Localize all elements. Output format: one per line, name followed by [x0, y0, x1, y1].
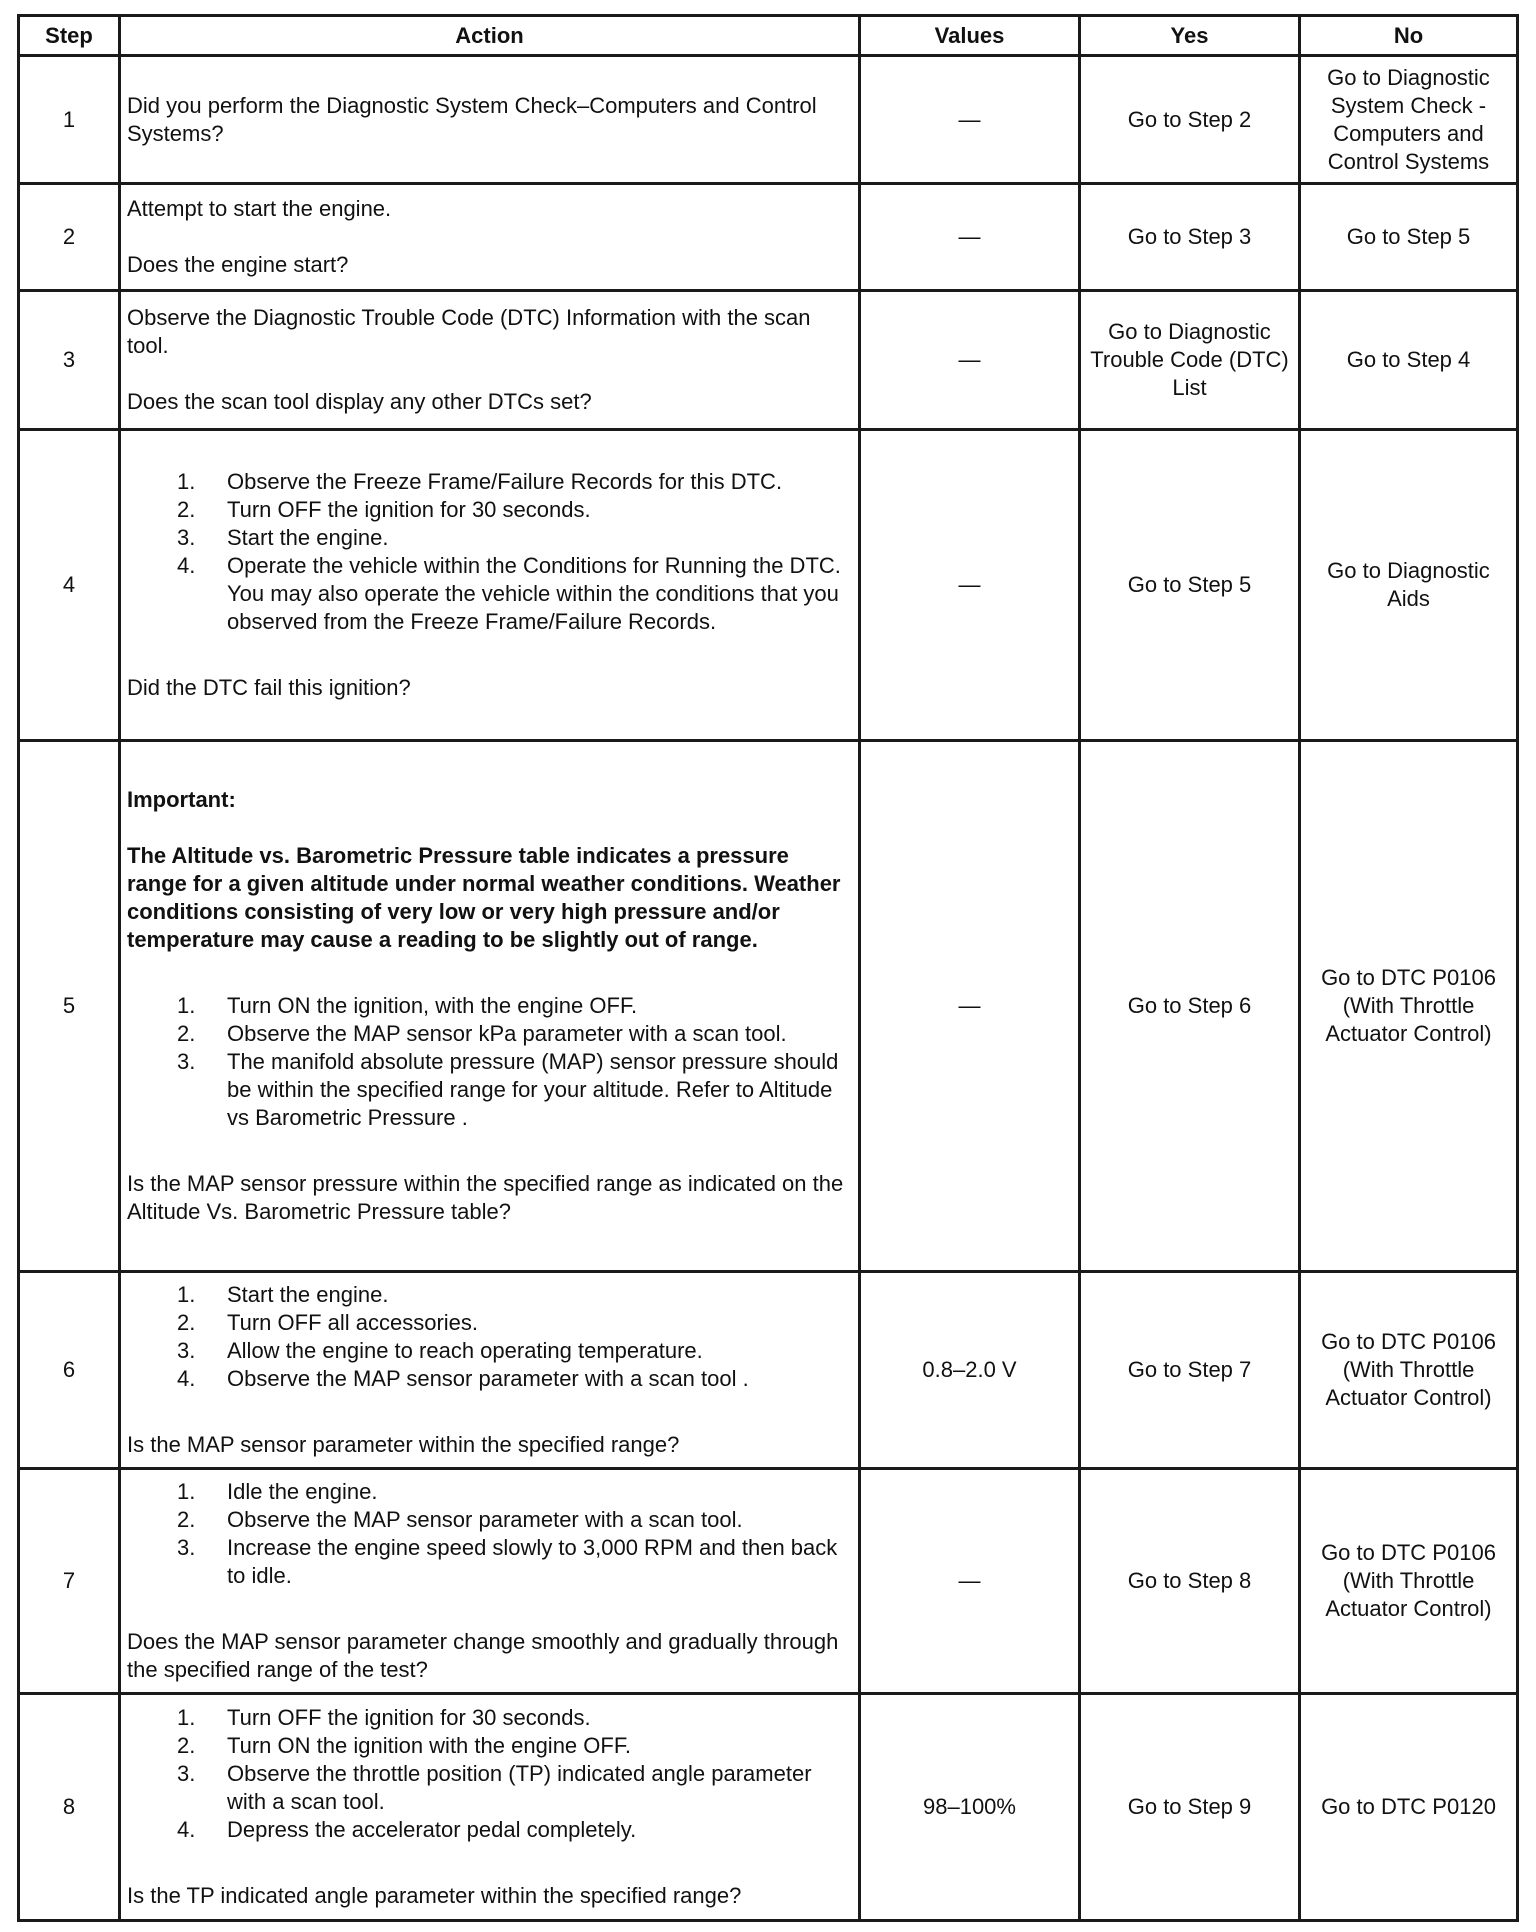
action-question: Is the MAP sensor pressure within the specified range as indicated on the Altitude Vs. Barometric Pressure table?: [127, 1171, 844, 1224]
list-item-text: Observe the MAP sensor parameter with a scan tool .: [227, 1366, 749, 1391]
no-cell: Go to DTC P0106 (With Throttle Actuator Control): [1300, 1469, 1518, 1694]
table-row-step-4: [19, 430, 1518, 741]
no-cell: Go to DTC P0106 (With Throttle Actuator Control): [1300, 1272, 1518, 1469]
header-step: Step: [19, 16, 120, 56]
table-row-step-3: [19, 291, 1518, 430]
table-row-step-2: [19, 184, 1518, 291]
list-item-text: Increase the engine speed slowly to 3,000 RPM and then back to idle.: [227, 1535, 838, 1588]
list-item-text: The manifold absolute pressure (MAP) sensor pressure should be within the specified range for your altitude. Refer to Altitude vs Barometric Pressure .: [227, 1049, 839, 1130]
step-number: 4: [19, 430, 120, 741]
action-cell: [120, 291, 860, 430]
action-intro: Attempt to start the engine.: [127, 196, 392, 221]
yes-cell: Go to Diagnostic Trouble Code (DTC) List: [1080, 291, 1300, 430]
table-row-step-5: [19, 741, 1518, 1272]
action-question: Did the DTC fail this ignition?: [127, 675, 411, 700]
list-item: [127, 1760, 852, 1816]
header-row: [19, 16, 1518, 56]
values-cell: —: [860, 56, 1080, 184]
action-intro: Observe the Diagnostic Trouble Code (DTC) Information with the scan tool.: [127, 305, 811, 358]
action-steps-list: [127, 1478, 852, 1590]
list-item: [127, 1281, 852, 1309]
list-item: [127, 552, 852, 636]
table-row-step-6: [19, 1272, 1518, 1469]
values-cell: 0.8–2.0 V: [860, 1272, 1080, 1469]
diagnostic-table: [17, 14, 1519, 1922]
list-item: [127, 1704, 852, 1732]
list-item-text: Idle the engine.: [227, 1479, 378, 1504]
list-item-number: 3.: [177, 525, 196, 550]
list-item: [127, 992, 852, 1020]
list-item: [127, 1309, 852, 1337]
step-number: 1: [19, 56, 120, 184]
action-cell: [120, 1469, 860, 1694]
yes-cell: Go to Step 3: [1080, 184, 1300, 291]
table-row-step-8: [19, 1694, 1518, 1921]
list-item-text: Allow the engine to reach operating temperature.: [227, 1338, 703, 1363]
list-item-number: 2.: [177, 1733, 196, 1758]
action-steps-list: [127, 1704, 852, 1844]
yes-cell: Go to Step 2: [1080, 56, 1300, 184]
action-cell: [120, 430, 860, 741]
list-item-text: Turn OFF the ignition for 30 seconds.: [227, 497, 591, 522]
action-steps-list: [127, 468, 852, 636]
step-number: 7: [19, 1469, 120, 1694]
list-item-number: 1.: [177, 993, 196, 1018]
step-number: 8: [19, 1694, 120, 1921]
yes-cell: Go to Step 5: [1080, 430, 1300, 741]
list-item-number: 3.: [177, 1338, 196, 1363]
list-item-number: 3.: [177, 1761, 196, 1786]
list-item-number: 1.: [177, 1705, 196, 1730]
list-item: [127, 1337, 852, 1365]
step-number: 2: [19, 184, 120, 291]
header-no: No: [1300, 16, 1518, 56]
list-item-text: Observe the MAP sensor kPa parameter with a scan tool.: [227, 1021, 787, 1046]
values-cell: —: [860, 741, 1080, 1272]
action-cell: [120, 741, 860, 1272]
no-cell: Go to Diagnostic Aids: [1300, 430, 1518, 741]
step-number: 3: [19, 291, 120, 430]
list-item-number: 2.: [177, 497, 196, 522]
list-item: [127, 1048, 852, 1132]
list-item-text: Observe the throttle position (TP) indicated angle parameter with a scan tool.: [227, 1761, 812, 1814]
list-item: [127, 1506, 852, 1534]
header-yes: Yes: [1080, 16, 1300, 56]
list-item: [127, 1816, 852, 1844]
list-item-number: 3.: [177, 1049, 196, 1074]
list-item: [127, 1478, 852, 1506]
important-label: Important:: [127, 787, 236, 812]
diagnostic-table-container: [17, 14, 1519, 1922]
list-item-number: 2.: [177, 1310, 196, 1335]
list-item-number: 2.: [177, 1507, 196, 1532]
list-item: [127, 524, 852, 552]
yes-cell: Go to Step 9: [1080, 1694, 1300, 1921]
action-cell: [120, 1272, 860, 1469]
list-item-text: Turn ON the ignition, with the engine OFF.: [227, 993, 638, 1018]
action-cell: [120, 1694, 860, 1921]
no-cell: Go to Step 4: [1300, 291, 1518, 430]
action-cell: [120, 184, 860, 291]
list-item: [127, 496, 852, 524]
table-row-step-7: [19, 1469, 1518, 1694]
values-cell: —: [860, 184, 1080, 291]
action-question: Does the MAP sensor parameter change smoothly and gradually through the specified range of the test?: [127, 1629, 839, 1682]
yes-cell: Go to Step 7: [1080, 1272, 1300, 1469]
action-question: Did you perform the Diagnostic System Check–Computers and Control Systems?: [127, 92, 817, 146]
list-item: [127, 468, 852, 496]
list-item-text: Turn ON the ignition with the engine OFF.: [227, 1733, 631, 1758]
action-question: Is the TP indicated angle parameter within the specified range?: [127, 1883, 742, 1908]
values-cell: —: [860, 430, 1080, 741]
important-note: The Altitude vs. Barometric Pressure table indicates a pressure range for a given altitude under normal weather conditions. Weather conditions consisting of very low or very high pressure and/or temperature may cause a reading to be slightly out of range.: [127, 843, 841, 952]
action-question: Does the engine start?: [127, 252, 349, 277]
list-item-number: 4.: [177, 553, 196, 578]
step-number: 6: [19, 1272, 120, 1469]
list-item: [127, 1534, 852, 1590]
list-item-text: Depress the accelerator pedal completely.: [227, 1817, 637, 1842]
list-item-text: Turn OFF the ignition for 30 seconds.: [227, 1705, 591, 1730]
list-item-number: 1.: [177, 469, 196, 494]
list-item: [127, 1020, 852, 1048]
action-question: Is the MAP sensor parameter within the specified range?: [127, 1432, 680, 1457]
list-item: [127, 1732, 852, 1760]
list-item-number: 4.: [177, 1366, 196, 1391]
list-item-text: Start the engine.: [227, 1282, 389, 1307]
list-item-number: 1.: [177, 1282, 196, 1307]
step-number: 5: [19, 741, 120, 1272]
action-steps-list: [127, 1281, 852, 1393]
action-question: Does the scan tool display any other DTCs set?: [127, 389, 592, 414]
list-item-number: 1.: [177, 1479, 196, 1504]
table-row-step-1: [19, 56, 1518, 184]
no-cell: Go to Diagnostic System Check - Computers and Control Systems: [1300, 56, 1518, 184]
list-item-number: 3.: [177, 1535, 196, 1560]
list-item-text: Observe the Freeze Frame/Failure Records for this DTC.: [227, 469, 783, 494]
list-item-text: Turn OFF all accessories.: [227, 1310, 479, 1335]
yes-cell: Go to Step 6: [1080, 741, 1300, 1272]
action-cell: [120, 56, 860, 184]
list-item: [127, 1365, 852, 1393]
values-cell: —: [860, 291, 1080, 430]
no-cell: Go to DTC P0120: [1300, 1694, 1518, 1921]
list-item-text: Observe the MAP sensor parameter with a scan tool.: [227, 1507, 743, 1532]
list-item-text: Operate the vehicle within the Conditions for Running the DTC. You may also operate the vehicle within the conditions that you observed from the Freeze Frame/Failure Records.: [227, 553, 841, 634]
values-cell: —: [860, 1469, 1080, 1694]
list-item-number: 4.: [177, 1817, 196, 1842]
action-steps-list: [127, 992, 852, 1132]
yes-cell: Go to Step 8: [1080, 1469, 1300, 1694]
values-cell: 98–100%: [860, 1694, 1080, 1921]
list-item-number: 2.: [177, 1021, 196, 1046]
header-action: Action: [120, 16, 860, 56]
no-cell: Go to Step 5: [1300, 184, 1518, 291]
no-cell: Go to DTC P0106 (With Throttle Actuator Control): [1300, 741, 1518, 1272]
list-item-text: Start the engine.: [227, 525, 389, 550]
header-values: Values: [860, 16, 1080, 56]
